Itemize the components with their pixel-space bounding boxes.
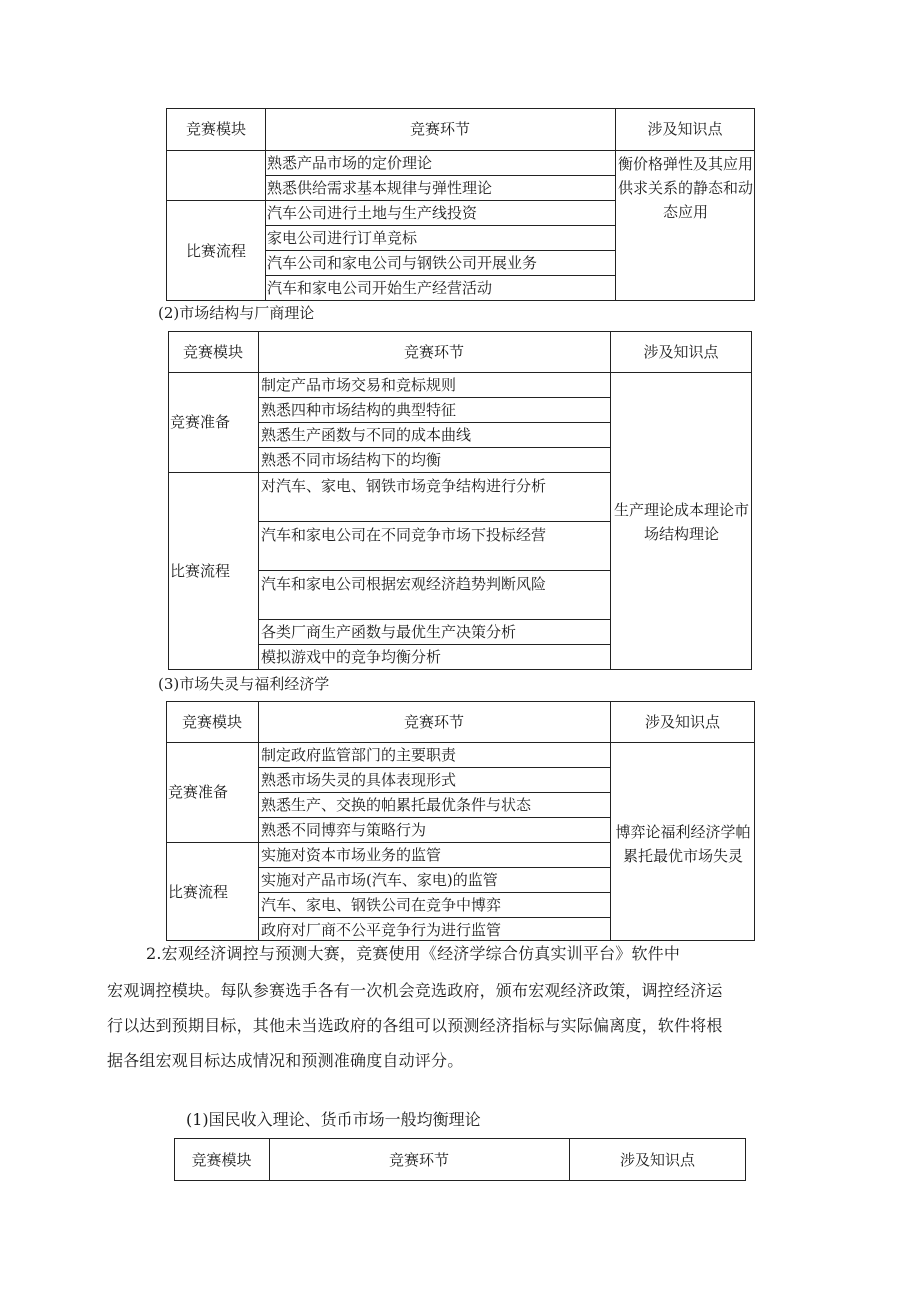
table-2-header-knowledge: 涉及知识点 bbox=[643, 342, 719, 361]
table-1-step-cell: 汽车公司和家电公司与钢铁公司开展业务 bbox=[267, 254, 538, 272]
table-2-header-module: 竞赛模块 bbox=[182, 342, 243, 361]
table-2-col-divider bbox=[610, 331, 611, 670]
table-3-knowledge-cell: 博弈论福利经济学帕累托最优市场失灵 bbox=[615, 823, 751, 865]
table-2-module-cell: 竞赛准备 bbox=[170, 413, 231, 431]
table-1-step-cell: 家电公司进行订单竞标 bbox=[267, 229, 418, 247]
table-2-caption: (2)市场结构与厂商理论 bbox=[158, 304, 315, 322]
table-1-step-cell: 熟悉产品市场的定价理论 bbox=[267, 154, 433, 172]
table-4-caption: (1)国民收入理论、货币市场一般均衡理论 bbox=[186, 1110, 481, 1129]
section-2-heading-line: 2.宏观经济调控与预测大赛，竞赛使用《经济学综合仿真实训平台》软件中 bbox=[146, 944, 681, 963]
table-3-step-cell: 汽车、家电、钢铁公司在竞争中博弈 bbox=[261, 896, 502, 914]
table-1-header-knowledge: 涉及知识点 bbox=[647, 120, 723, 138]
table-3-module-cell: 比赛流程 bbox=[168, 882, 229, 901]
table-2-step-cell: 制定产品市场交易和竞标规则 bbox=[261, 376, 457, 394]
table-3-step-cell: 政府对厂商不公平竞争行为进行监管 bbox=[261, 921, 502, 939]
table-3-header-knowledge: 涉及知识点 bbox=[644, 712, 720, 731]
table-1-module-cell bbox=[166, 150, 266, 200]
table-3-module-cell: 竞赛准备 bbox=[168, 783, 229, 801]
table-2-step-cell: 汽车和家电公司根据宏观经济趋势判断风险 bbox=[261, 575, 547, 593]
table-4-header-knowledge: 涉及知识点 bbox=[619, 1150, 695, 1169]
table-1-knowledge-cell: 衡价格弹性及其应用供求关系的静态和动态应用 bbox=[617, 155, 753, 221]
table-3-step-cell: 实施对资本市场业务的监管 bbox=[261, 846, 442, 864]
table-3-header-module: 竞赛模块 bbox=[181, 712, 242, 731]
table-2-step-cell: 熟悉四种市场结构的典型特征 bbox=[261, 401, 457, 419]
section-2-paragraph-line: 宏观调控模块。每队参赛选手各有一次机会竞选政府，颁布宏观经济政策，调控经济运 bbox=[107, 981, 723, 1000]
table-3-step-cell: 实施对产品市场(汽车、家电)的监管 bbox=[261, 871, 498, 889]
table-2-row-divider bbox=[258, 472, 610, 473]
table-2-step-cell: 模拟游戏中的竞争均衡分析 bbox=[261, 648, 442, 666]
table-2-step-cell: 熟悉不同市场结构下的均衡 bbox=[261, 451, 442, 469]
table-2-step-cell: 对汽车、家电、钢铁市场竞争结构进行分析 bbox=[261, 477, 547, 495]
table-1-step-cell: 汽车公司进行土地与生产线投资 bbox=[267, 204, 478, 222]
table-4-header-module: 竞赛模块 bbox=[191, 1150, 252, 1169]
table-2-header-step: 竞赛环节 bbox=[403, 342, 464, 361]
table-4-header-step: 竞赛环节 bbox=[388, 1150, 449, 1169]
table-3-step-cell: 熟悉生产、交换的帕累托最优条件与状态 bbox=[261, 796, 532, 814]
table-2-step-cell: 各类厂商生产函数与最优生产决策分析 bbox=[261, 623, 517, 641]
table-1-step-cell: 熟悉供给需求基本规律与弹性理论 bbox=[267, 179, 493, 197]
table-3-step-cell: 制定政府监管部门的主要职责 bbox=[261, 746, 457, 764]
table-3-caption: (3)市场失灵与福利经济学 bbox=[158, 675, 330, 693]
table-2-knowledge-cell: 生产理论成本理论市场结构理论 bbox=[613, 501, 749, 543]
table-2-step-cell: 熟悉生产函数与不同的成本曲线 bbox=[261, 426, 472, 444]
table-3-header-step: 竞赛环节 bbox=[403, 712, 464, 731]
table-1-step-cell: 汽车和家电公司开始生产经营活动 bbox=[267, 279, 493, 297]
table-1-header-step: 竞赛环节 bbox=[409, 120, 470, 138]
section-2-paragraph-line: 行以达到预期目标，其他未当选政府的各组可以预测经济指标与实际偏离度，软件将根 bbox=[107, 1016, 723, 1035]
table-2-step-cell: 汽车和家电公司在不同竞争市场下投标经营 bbox=[261, 526, 547, 544]
section-2-paragraph-line: 据各组宏观目标达成情况和预测准确度自动评分。 bbox=[107, 1051, 464, 1070]
table-3-step-cell: 熟悉市场失灵的具体表现形式 bbox=[261, 771, 457, 789]
table-2-module-cell: 比赛流程 bbox=[170, 562, 231, 580]
table-1-header-module: 竞赛模块 bbox=[185, 120, 246, 138]
table-3-step-cell: 熟悉不同博弈与策略行为 bbox=[261, 821, 427, 839]
table-1-module-cell: 比赛流程 bbox=[185, 241, 246, 260]
table-2-row-divider bbox=[258, 521, 610, 522]
table-2-row-divider bbox=[258, 570, 610, 571]
